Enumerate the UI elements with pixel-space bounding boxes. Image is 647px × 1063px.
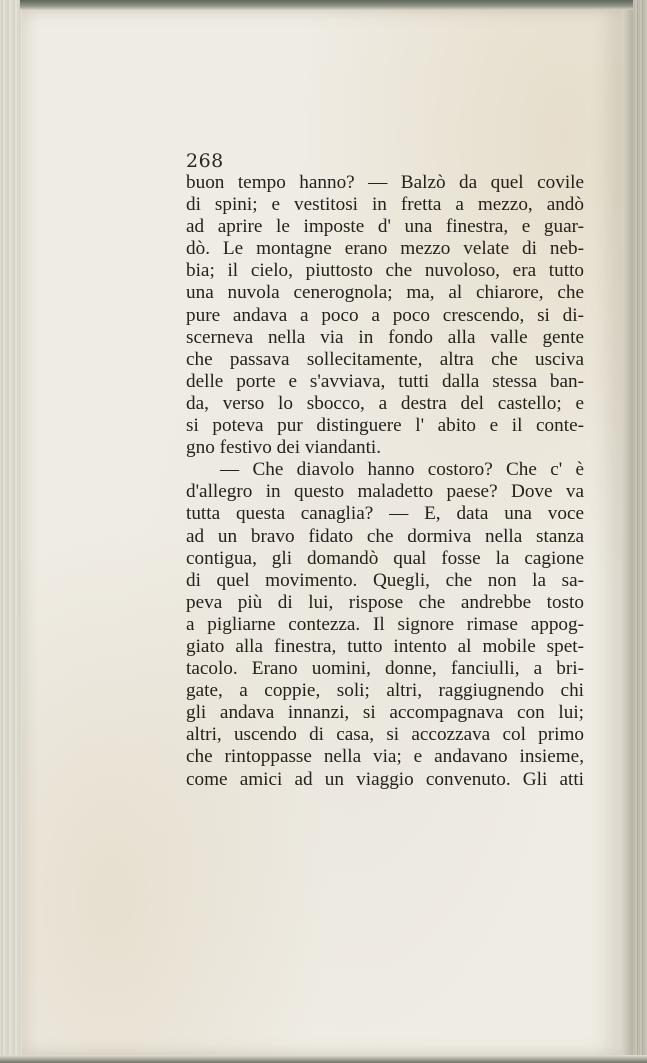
text-line: contigua, gli domandò qual fosse la cagione [186, 547, 584, 569]
text-line: a pigliarne contezza. Il signore rimase appog- [186, 613, 584, 635]
text-line: — Che diavolo hanno costoro? Che c' è [220, 459, 584, 481]
text-line: gate, a coppie, soli; altri, raggiugnendo chi [186, 680, 584, 702]
text-line: d'allegro in questo maladetto paese? Dove va [186, 481, 584, 503]
text-line: peva più di lui, rispose che andrebbe tosto [186, 591, 584, 613]
text-line: di spini; e vestitosi in fretta a mezzo, andò [186, 194, 584, 216]
scan-top-border [0, 0, 647, 10]
text-line: delle porte e s'avviava, tutti dalla stessa ban- [186, 370, 584, 392]
text-line: che passava sollecitamente, altra che usciva [186, 348, 584, 370]
text-line: tutta questa canaglia? — E, data una voce [186, 503, 584, 525]
text-line: come amici ad un viaggio convenuto. Gli atti [186, 768, 584, 790]
scan-bottom-border [0, 1055, 647, 1063]
text-line: di quel movimento. Quegli, che non la sa- [186, 569, 584, 591]
text-line: dò. Le montagne erano mezzo velate di neb- [186, 238, 584, 260]
text-line: pure andava a poco a poco crescendo, si di- [186, 304, 584, 326]
text-line: giato alla finestra, tutto intento al mobile spet- [186, 635, 584, 657]
text-line: ad aprire le imposte d' una finestra, e guar- [186, 216, 584, 238]
text-line: tacolo. Erano uomini, donne, fanciulli, a bri- [186, 658, 584, 680]
page-left-edge [0, 0, 20, 1063]
text-line: scerneva nella via in fondo alla valle gente [186, 326, 584, 348]
page-right-edge [633, 0, 647, 1063]
text-line: gli andava innanzi, si accompagnava con lui; [186, 702, 584, 724]
text-line: una nuvola cenerognola; ma, al chiarore, che [186, 282, 584, 304]
text-line: da, verso lo sbocco, a destra del castello; e [186, 392, 584, 414]
text-line: buon tempo hanno? — Balzò da quel covile [186, 172, 584, 193]
text-line: altri, uscendo di casa, si accozzava col primo [186, 724, 584, 746]
text-line: ad un bravo fidato che dormiva nella stanza [186, 525, 584, 547]
text-line: che rintoppasse nella via; e andavano insieme, [186, 746, 584, 768]
page-number: 268 [186, 150, 224, 172]
body-text [186, 172, 584, 791]
text-line: gno festivo dei viandanti. [186, 437, 382, 459]
text-line: bia; il cielo, piuttosto che nuvoloso, era tutto [186, 260, 584, 282]
text-line: si poteva pur distinguere l' abito e il conte- [186, 415, 584, 437]
